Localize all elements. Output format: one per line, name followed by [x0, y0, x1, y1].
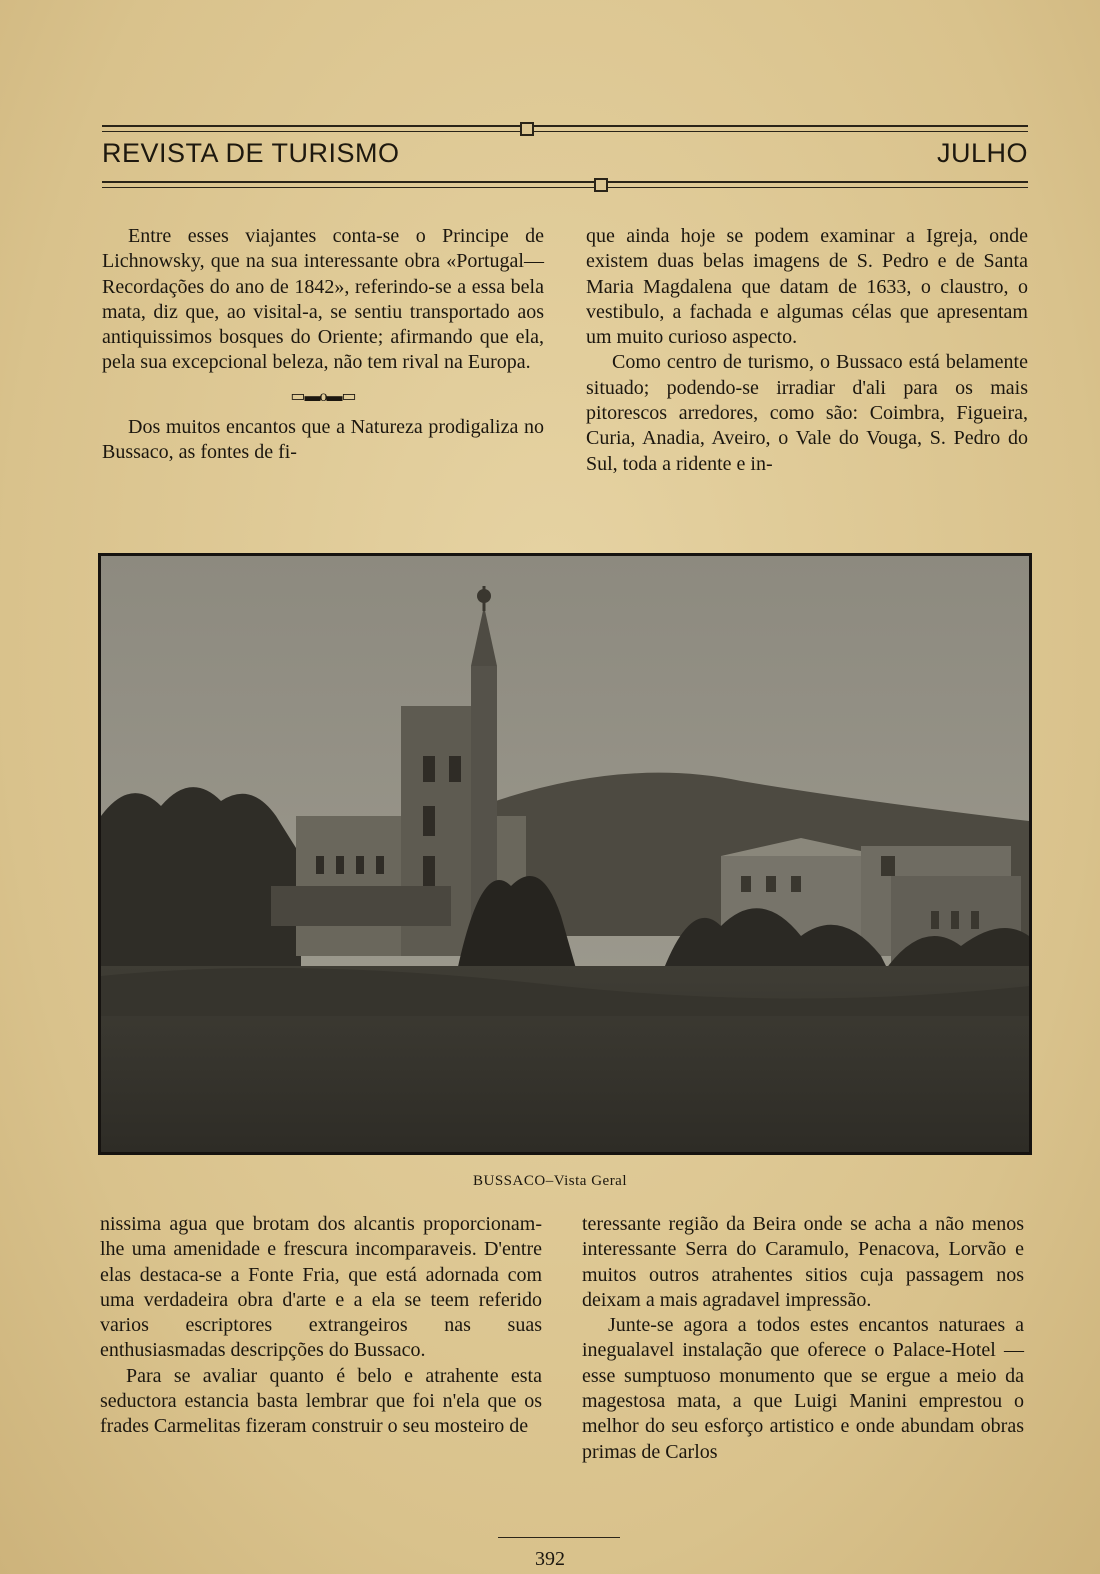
- caption-place: BUSSACO: [472, 1173, 546, 1189]
- paragraph: teressante região da Beira onde se acha a não menos interessante Serra do Caramulo, Penacova, Lorvão e muitos outros atrahentes sitios cuja passagem nos deixam a mais agradavel impressão.: [582, 1213, 1024, 1311]
- paragraph: Como centro de turismo, o Bussaco está belamente situado; podendo-se irradiar d'ali para os mais pitorescos arredores, como são: Coimbra, Figueira, Curia, Anadia, Aveiro, o Vale do Vouga, S. Pedro do Sul, toda a ridente e in-: [586, 351, 1028, 475]
- issue-month: JULHO: [936, 138, 1028, 168]
- photo-caption: [0, 1173, 1100, 1190]
- page-number: 392: [535, 1548, 565, 1570]
- column-left-top: [102, 224, 544, 466]
- journal-title: REVISTA DE TURISMO: [102, 138, 400, 168]
- header-rule-bottom: [102, 181, 1028, 188]
- section-ornament: ▭▬o▬▭: [290, 387, 356, 405]
- bussaco-photograph: [98, 553, 1032, 1155]
- paragraph: Entre esses viajantes conta-se o Principe de Lichnowsky, que na sua interessante obra «Portugal—Recordações do ano de 1842», referindo-se a essa bela mata, diz que, ao visital-a, se sentiu transportado aos antiquissimos bosques do Oriente; afirmando que ela, pela sua excepcional beleza, não tem rival na Europa.: [102, 225, 544, 374]
- paragraph: Dos muitos encantos que a Natureza prodigaliza no Bussaco, as fontes de fi-: [102, 416, 544, 464]
- bussaco-landscape-illustration: [101, 556, 1029, 1152]
- paragraph: nissima agua que brotam dos alcantis proporcionam-lhe uma amenidade e frescura incomparaveis. D'entre elas destaca-se a Fonte Fria, que está adornada com uma verdadeira obra d'arte e a ela se teem referido varios escriptores extrangeiros nas suas enthusiasmadas descripções do Bussaco.: [100, 1213, 542, 1362]
- paragraph: Junte-se agora a todos estes encantos naturaes a inegualavel instalação que oferece o Palace-Hotel — esse sumptuoso monumento que se ergue a meio da magestosa mata, a que Luigi Manini emprestou o melhor do seu esforço artistico e onde abundam obras primas de Carlos: [582, 1314, 1024, 1463]
- header-rule-ornament-bottom: [594, 178, 608, 192]
- header-rule-ornament-top: [520, 122, 534, 136]
- column-right-top: [586, 224, 1028, 477]
- paragraph: Para se avaliar quanto é belo e atrahente esta seductora estancia basta lembrar que foi n'ela que os frades Carmelitas fizeram construir o seu mosteiro de: [100, 1364, 542, 1438]
- paragraph: que ainda hoje se podem examinar a Igreja, onde existem duas belas imagens de S. Pedro e de Santa Maria Magdalena que datam de 1633, o claustro, o vestibulo, a fachada e algumas célas que apresentam um muito curioso aspecto.: [586, 225, 1028, 349]
- header-rule-top: [102, 125, 1028, 132]
- column-right-bottom: [582, 1212, 1024, 1465]
- page-number-rule: [498, 1537, 620, 1538]
- column-left-bottom: [100, 1212, 542, 1440]
- caption-subtitle: –Vista Geral: [545, 1173, 628, 1189]
